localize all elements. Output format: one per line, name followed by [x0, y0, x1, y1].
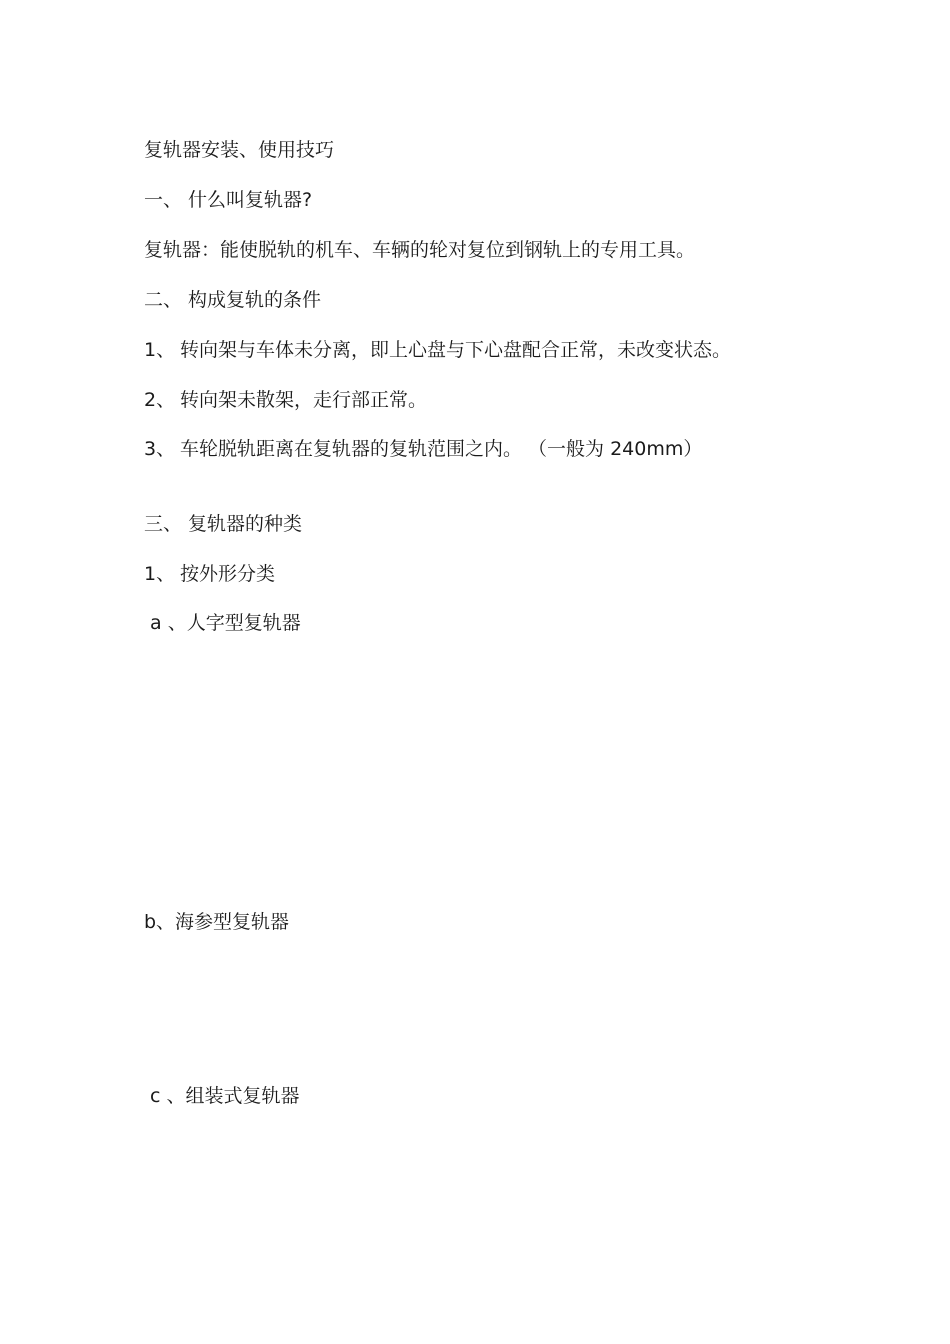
list-item-text: 车轮脱轨距离在复轨器的复轨范围之内。 （一般为 240mm） [180, 438, 703, 460]
section-2-heading [144, 288, 321, 312]
list-item [144, 338, 731, 362]
list-item [144, 388, 427, 412]
list-item-text: 转向架与车体未分离，即上心盘与下心盘配合正常，未改变状态。 [180, 339, 732, 361]
subsection-number: 1、 [144, 563, 176, 585]
type-c-label: c 、组装式复轨器 [144, 1085, 300, 1107]
list-item-number: 3、 [144, 438, 176, 460]
section-3-number: 三、 [144, 513, 183, 535]
section-3-title: 复轨器的种类 [188, 513, 303, 535]
list-item-text: 转向架未散架，走行部正常。 [180, 389, 428, 411]
section-1-number: 一、 [144, 189, 183, 211]
subsection-heading [144, 562, 275, 586]
list-item-number: 2、 [144, 389, 176, 411]
section-2-number: 二、 [144, 289, 183, 311]
document-title: 复轨器安装、使用技巧 [144, 139, 335, 161]
list-item-number: 1、 [144, 339, 176, 361]
list-item [144, 437, 702, 461]
section-3-heading [144, 512, 302, 536]
section-2-title: 构成复轨的条件 [188, 289, 322, 311]
section-1-heading [144, 188, 312, 212]
type-a-label: a 、人字型复轨器 [144, 612, 301, 634]
section-1-title: 什么叫复轨器? [188, 189, 313, 211]
subsection-title: 按外形分类 [180, 563, 276, 585]
type-b-label: b、海参型复轨器 [144, 911, 290, 933]
definition-paragraph: 复轨器：能使脱轨的机车、车辆的轮对复位到钢轨上的专用工具。 [144, 239, 696, 261]
